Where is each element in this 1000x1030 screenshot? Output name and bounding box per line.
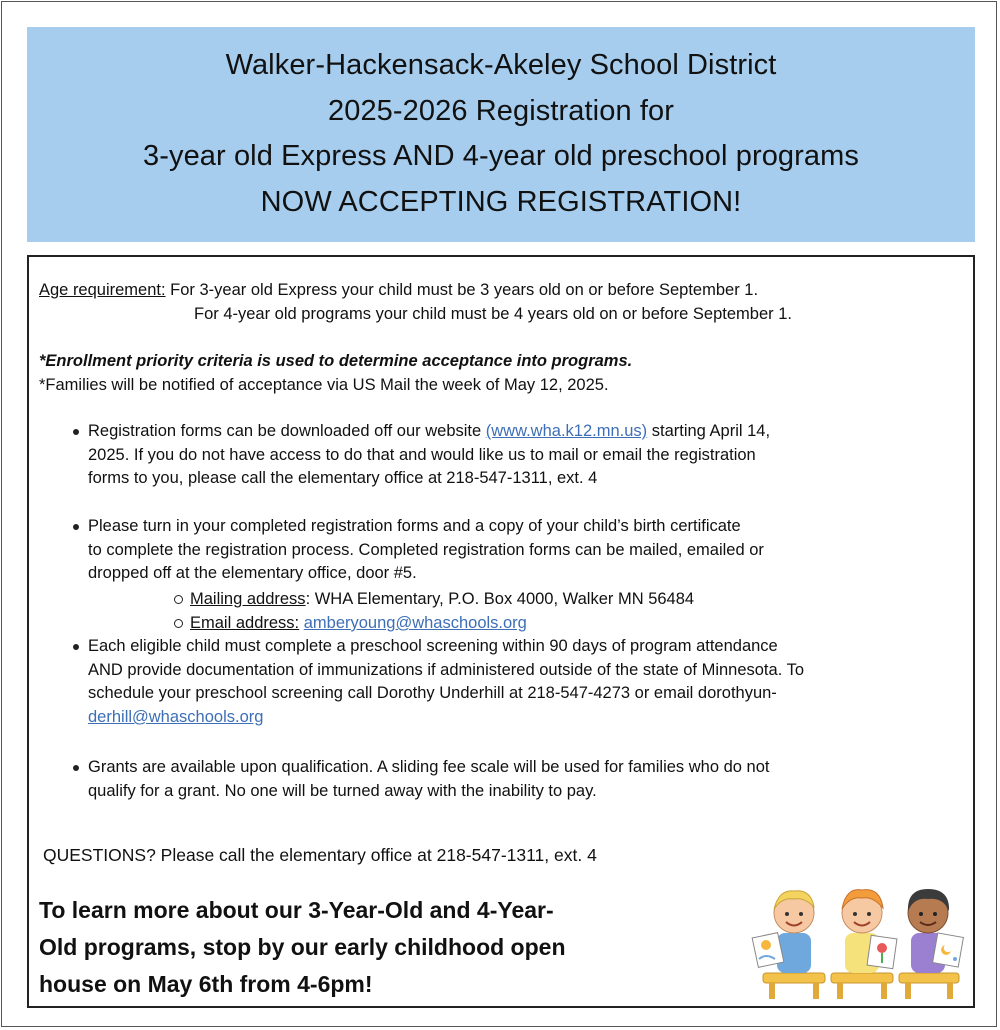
screening-line-2: AND provide documentation of immunizations if administered outside of the state of Minnesota. To — [88, 660, 804, 679]
registration-year: 2025-2026 Registration for — [328, 94, 674, 127]
mailing-address-row — [190, 588, 694, 612]
bullet-dot — [73, 644, 79, 650]
age-requirement-4yr: For 4-year old programs your child must be 4 years old on or before September 1. — [194, 305, 792, 323]
email-address-label: Email address: — [190, 614, 300, 632]
children-drawing-icon — [749, 875, 965, 1001]
sub-bullet-circle — [174, 595, 183, 604]
age-requirement-row-1 — [39, 279, 758, 303]
grants-line-2: qualify for a grant. No one will be turned away with the inability to pay. — [88, 781, 597, 800]
forms-line-3: forms to you, please call the elementary office at 218-547-1311, ext. 4 — [88, 469, 598, 488]
cta-line-2: Old programs, stop by our early childhood open — [39, 934, 566, 960]
forms-text: starting April 14, — [647, 422, 771, 440]
bullet-dot — [73, 765, 79, 771]
questions-line: QUESTIONS? Please call the elementary office at 218-547-1311, ext. 4 — [43, 845, 597, 865]
open-house-callout — [39, 892, 566, 1003]
age-requirement-3yr: For 3-year old Express your child must be 3 years old on or before September 1. — [170, 281, 759, 299]
bullet-registration-forms — [88, 420, 770, 491]
priority-note: *Enrollment priority criteria is used to determine acceptance into programs. — [39, 352, 633, 370]
grants-line-1: Grants are available upon qualification. A sliding fee scale will be used for families who do not — [88, 758, 770, 776]
district-title: Walker-Hackensack-Akeley School District — [225, 49, 777, 81]
forms-line-1 — [88, 420, 770, 444]
bullet-screening — [88, 635, 804, 729]
header-banner — [27, 27, 975, 242]
cta-line-3: house on May 6th from 4-6pm! — [39, 971, 373, 997]
notification-note: *Families will be notified of acceptance via US Mail the week of May 12, 2025. — [39, 376, 609, 394]
accepting-registration: NOW ACCEPTING REGISTRATION! — [260, 185, 742, 218]
mailing-address-label: Mailing address — [190, 590, 306, 608]
turnin-line-3: dropped off at the elementary office, door #5. — [88, 564, 417, 583]
turnin-line-1: Please turn in your completed registration forms and a copy of your child’s birth certificate — [88, 517, 741, 535]
bullet-dot — [73, 429, 79, 435]
program-names: 3-year old Express AND 4-year old preschool programs — [142, 140, 859, 172]
info-panel — [27, 255, 975, 1008]
bullet-dot — [73, 524, 79, 530]
bullet-turn-in-forms — [88, 515, 764, 586]
forms-line-2: 2025. If you do not have access to do that and would like us to mail or email the registration — [88, 445, 756, 464]
mailing-address-value: : WHA Elementary, P.O. Box 4000, Walker MN 56484 — [305, 590, 695, 608]
email-address-link[interactable]: amberyoung@whaschools.org — [303, 614, 527, 632]
sub-bullet-circle — [174, 619, 183, 628]
turnin-line-2: to complete the registration process. Completed registration forms can be mailed, emailed or — [88, 540, 764, 559]
forms-text: Registration forms can be downloaded off our website — [88, 422, 486, 440]
screening-line-3: schedule your preschool screening call Dorothy Underhill at 218-547-4273 or email dorothyun- — [88, 684, 777, 703]
screening-line-1: Each eligible child must complete a preschool screening within 90 days of program attendance — [88, 637, 778, 655]
website-link[interactable]: (www.wha.k12.mn.us) — [485, 422, 648, 440]
age-requirement-label: Age requirement: — [39, 281, 166, 299]
registration-flyer — [1, 1, 997, 1027]
email-address-row — [190, 612, 527, 636]
screening-email-link[interactable]: derhill@whaschools.org — [88, 707, 264, 726]
bullet-grants — [88, 756, 769, 803]
cta-line-1: To learn more about our 3-Year-Old and 4-Year- — [39, 897, 554, 923]
